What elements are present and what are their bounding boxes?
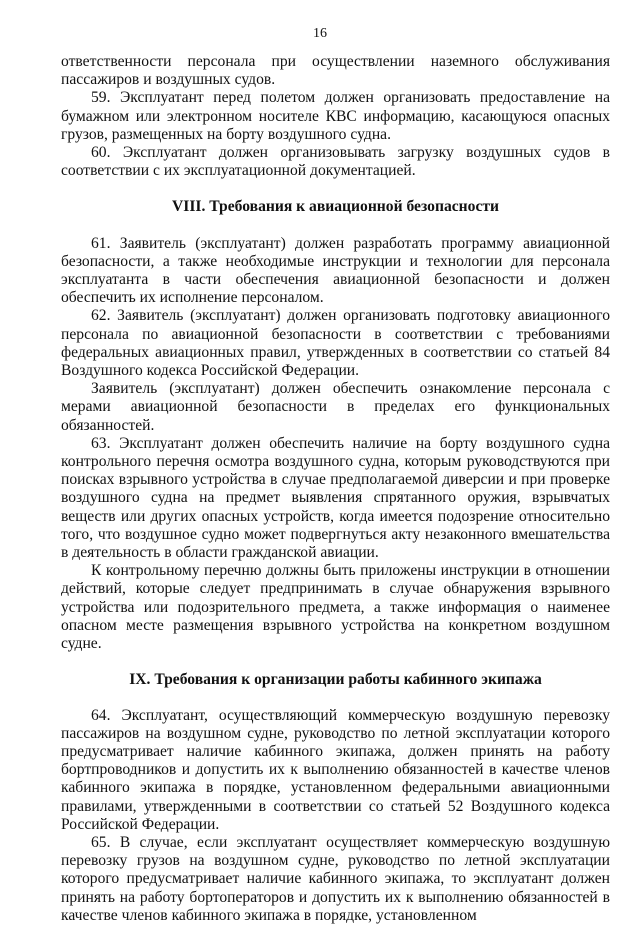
paragraph-59: 59. Эксплуатант перед полетом должен организовать предоставление на бумажном или электронном носителе КВС информацию, касающуюся опасных грузов, размещенных на борту воздушного судна. xyxy=(61,89,610,143)
paragraph-continuation: ответственности персонала при осуществлении наземного обслуживания пассажиров и воздушных судов. xyxy=(61,53,610,89)
paragraph-63: 63. Эксплуатант должен обеспечить наличие на борту воздушного судна контрольного перечня осмотра воздушного судна, которым руководствуются при поисках взрывного устройства в случае предполагаемой диверсии и при проверке воздушного судна на предмет выявления спрятанного оружия, взрывчатых веществ или других опасных устройств, когда имеется подозрение относительно того, что воздушное судно может подвергнуться акту незаконного вмешательства в деятельность в области гражданской авиации. xyxy=(61,434,610,562)
page-number: 16 xyxy=(313,26,327,41)
paragraph-60: 60. Эксплуатант должен организовывать загрузку воздушных судов в соответствии с их эксплуатационной документацией. xyxy=(61,144,610,180)
paragraph-62: 62. Заявитель (эксплуатант) должен организовать подготовку авиационного персонала по авиационной безопасности в соответствии с требованиями федеральных авиационных правил, утвержденных в соответствии со статьей 84 Воздушного кодекса Российской Федерации. xyxy=(61,307,610,380)
paragraph-62-continued: Заявитель (эксплуатант) должен обеспечить ознакомление персонала с мерами авиационной безопасности в пределах его функциональных обязанностей. xyxy=(61,380,610,434)
section-heading-ix: IX. Требования к организации работы кабинного экипажа xyxy=(129,671,542,689)
paragraph-64: 64. Эксплуатант, осуществляющий коммерческую воздушную перевозку пассажиров на воздушном судне, руководство по летной эксплуатации которого предусматривает наличие кабинного экипажа, должен принять на работу бортпроводников и допустить их к выполнению обязанностей в качестве членов кабинного экипажа в порядке, установленном федеральными авиационными правилами, утвержденными в соответствии со статьей 52 Воздушного кодекса Российской Федерации. xyxy=(61,706,610,833)
section-heading-viii: VIII. Требования к авиационной безопасности xyxy=(171,198,500,216)
paragraph-65: 65. В случае, если эксплуатант осуществляет коммерческую воздушную перевозку грузов на воздушном судне, руководство по летной эксплуатации которого предусматривает наличие кабинного экипажа, то эксплуатант должен принять на работу бортоператоров и допустить их к выполнению обязанностей в качестве членов кабинного экипажа в порядке, установленном xyxy=(61,833,610,924)
document-body xyxy=(61,53,610,925)
paragraph-61: 61. Заявитель (эксплуатант) должен разработать программу авиационной безопасности, а также необходимые инструкции и технологии для персонала эксплуатанта в части обеспечения авиационной безопасности и должен обеспечить их исполнение персоналом. xyxy=(61,234,610,307)
paragraph-63-continued: К контрольному перечню должны быть приложены инструкции в отношении действий, которые следует предпринимать в случае обнаружения взрывного устройства или подозрительного предмета, а также информация о наименее опасном месте размещения взрывного устройства на конкретном воздушном судне. xyxy=(61,562,610,653)
